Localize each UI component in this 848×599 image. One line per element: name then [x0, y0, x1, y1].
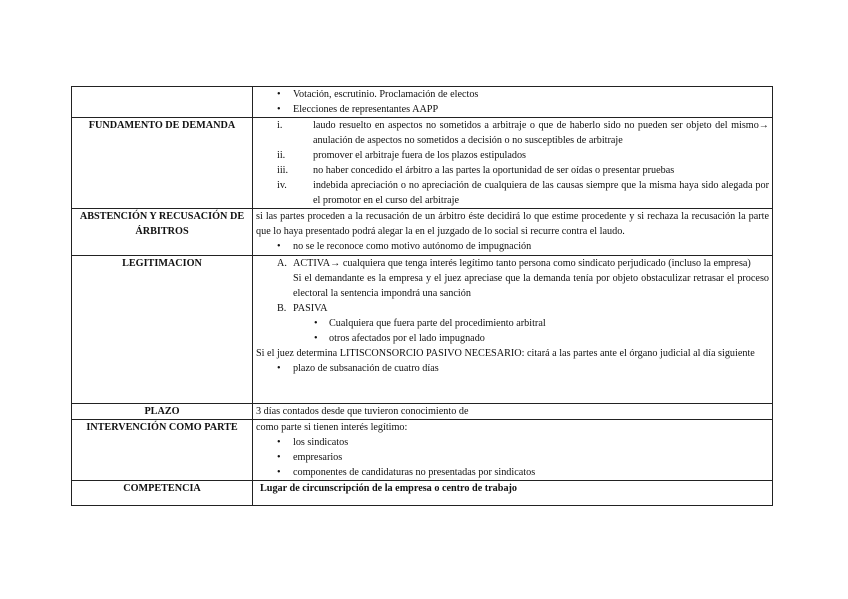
table-row	[72, 481, 773, 506]
row-content: Lugar de circunscripción de la empresa o centro de trabajo	[253, 481, 773, 506]
paragraph: Si el demandante es la empresa y el juez apreciase que la demanda tenía por objeto obstaculizar retrasar el proceso electoral la sentencia impondrá una sanción	[293, 273, 769, 299]
list-item: iv. indebida apreciación o no apreciación de cualquiera de las causas siempre que la misma haya sido alegada por el promotor en el curso del arbitraje	[277, 180, 769, 206]
list-item: • los sindicatos	[256, 435, 769, 450]
row-content	[253, 118, 773, 209]
list-item: • empresarios	[256, 450, 769, 465]
table-row	[72, 256, 773, 404]
table-row	[72, 87, 773, 118]
list-item: • plazo de subsanación de cuatro días	[256, 361, 769, 376]
row-content	[253, 209, 773, 256]
row-content	[253, 87, 773, 118]
row-content	[253, 420, 773, 481]
row-label: FUNDAMENTO DE DEMANDA	[72, 118, 253, 209]
list-item: • componentes de candidaturas no presentadas por sindicatos	[256, 465, 769, 480]
paragraph: Si el juez determina LITISCONSORCIO PASIVO NECESARIO: citará a las partes ante el órgano judicial al día siguiente	[256, 348, 755, 359]
row-label: COMPETENCIA	[72, 481, 253, 506]
row-label: ABSTENCIÓN Y RECUSACIÓN DE ÁRBITROS	[72, 209, 253, 256]
row-label: INTERVENCIÓN COMO PARTE	[72, 420, 253, 481]
list-item: • Cualquiera que fuera parte del procedimiento arbitral	[256, 316, 769, 331]
row-label	[72, 87, 253, 118]
row-content: 3 días contados desde que tuvieron conocimiento de	[253, 404, 773, 420]
paragraph: como parte si tienen interés legítimo:	[256, 422, 408, 433]
table-row	[72, 420, 773, 481]
list-item: i. laudo resuelto en aspectos no sometidos a arbitraje o que de haberlo sido no pueden ser objeto del mismo→ anulación de aspectos no sometidos a decisión o no susceptibles de arbitraje	[277, 120, 769, 146]
list-item: • no se le reconoce como motivo autónomo de impugnación	[256, 239, 769, 254]
row-label: LEGITIMACION	[72, 256, 253, 404]
list-item: A. ACTIVA→ cualquiera que tenga interés legítimo tanto persona como sindicato perjudicado (incluso la empresa)	[277, 258, 751, 269]
list-item: B. PASIVA	[277, 303, 328, 314]
list-item: iii. no haber concedido el árbitro a las partes la oportunidad de ser oídas o presentar pruebas	[277, 165, 675, 176]
table-row	[72, 404, 773, 420]
list-item: • Elecciones de representantes AAPP	[256, 102, 769, 117]
list-item: • Votación, escrutinio. Proclamación de electos	[256, 87, 769, 102]
table-row	[72, 209, 773, 256]
document-table	[71, 86, 773, 506]
row-label: PLAZO	[72, 404, 253, 420]
row-content	[253, 256, 773, 404]
list-item: ii. promover el arbitraje fuera de los plazos estipulados	[277, 150, 527, 161]
list-item: • otros afectados por el lado impugnado	[256, 331, 769, 346]
table-row	[72, 118, 773, 209]
paragraph: si las partes proceden a la recusación de un árbitro éste decidirá lo que estime procedente y si rechaza la recusación la parte que lo haya presentado podrá alegar la en el juzgado de lo social si recurre contra el laudo.	[256, 211, 769, 237]
